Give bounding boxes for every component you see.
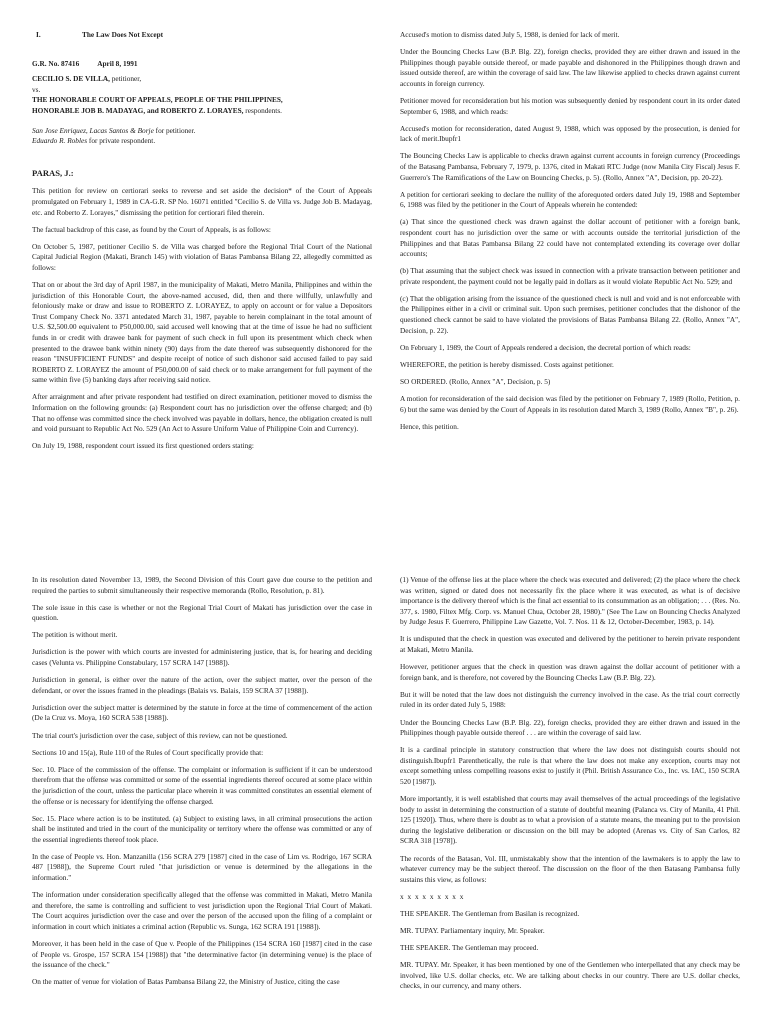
paragraph: A petition for certiorari seeking to declare the nullity of the aforequoted orders dated July 19, 1988 and September 6, 1988 was filed by the petitioner in the Court of Appeals wherein he contended:	[400, 189, 740, 210]
paragraph: The records of the Batasan, Vol. III, unmistakably show that the intention of the lawmakers is to apply the law to whatever currency may be the subject thereof. The discussion on the floor of the then Batasang Pambansa fully sustains this view, as follows:	[400, 853, 740, 884]
paragraph: However, petitioner argues that the check in question was drawn against the dollar account of petitioner with a foreign bank, and is therefore, not covered by the Bouncing Checks Law (B.P. Blg. 22).	[400, 662, 740, 682]
section-number: I.	[36, 30, 41, 39]
petitioner-line	[32, 74, 372, 85]
paragraph: Jurisdiction over the subject matter is determined by the statute in force at the time of commencement of the action (De la Cruz vs. Moya, 160 SCRA 538 [1988]).	[32, 702, 372, 723]
paragraph: That on or about the 3rd day of April 1987, in the municipality of Makati, Metro Manila, Philippines and within the jurisdiction of this Honorable Court, the above-named accused, did, then and there willfully, unlawfully and feloniously make or draw and issue to ROBERTO Z. LORAYEZ, to apply on account or for value a Depositors Trust Company Check No. 3371 antedated March 31, 1987, payable to herein complainant in the total amount of U.S. $2,500.00 equivalent to P50,000.00, said accused well knowing that at the time of issue he had no sufficient funds in or credit with drawee bank for payment of such check in full upon its presentment which check when presented to the drawee bank within ninety (90) days from the date thereof was subsequently dishonored for the reason "INSUFFICIENT FUNDS" and despite receipt of notice of such dishonor said accused failed to pay said ROBERTO Z. LORAYEZ the amount of P50,000.00 of said check or to make arrangement for full payment of the same within five (5) banking days after receiving said notice.	[32, 280, 372, 385]
respondent-names: HONORABLE JOB B. MADAYAG, and ROBERTO Z. LORAYES,	[32, 105, 244, 115]
paragraph: A motion for reconsideration of the said decision was filed by the petitioner on February 7, 1989 (Rollo, Petition, p. 6) but the same was denied by the Court of Appeals in its resolution dated March 3, 1989 (Rollo, Annex "B", p. 26).	[400, 394, 740, 414]
paragraph: Sections 10 and 15(a), Rule 110 of the Rules of Court specifically provide that:	[32, 747, 264, 757]
paragraph: But it will be noted that the law does not distinguish the currency involved in the case. As the trial court correctly ruled in its order dated July 5, 1988:	[400, 689, 740, 710]
paragraph: MR. TUPAY. Parliamentary inquiry, Mr. Speaker.	[400, 926, 545, 936]
case-caption	[32, 74, 372, 116]
paragraph: Sec. 10. Place of the commission of the offense. The complaint or information is sufficient if it can be understood therefrom that the offense was committed or some of the essential ingredients thereof occured at some place within the jurisdiction of the court, unless the particular place wherein it was committed constitutes an essential element of the offense or is necessary for identifying the offense charged.	[32, 764, 372, 806]
paragraph: On February 1, 1989, the Court of Appeals rendered a decision, the decretal portion of which reads:	[400, 342, 691, 352]
paragraph: THE SPEAKER. The Gentleman may proceed.	[400, 943, 539, 953]
paragraph: Hence, this petition.	[400, 421, 459, 431]
paragraph: Petitioner moved for reconsideration but his motion was subsequently denied by respondent court in its order dated September 6, 1988, and which reads:	[400, 95, 740, 116]
paragraph: WHEREFORE, the petition is hereby dismissed. Costs against petitioner.	[400, 359, 614, 369]
paragraph: (b) That assuming that the subject check was issued in connection with a private transaction between petitioner and private respondent, the payment could not be legally paid in dollars as it would violate Republic Act No. 529; and	[400, 266, 740, 286]
gr-number: G.R. No. 87416	[32, 58, 80, 68]
paragraph: The sole issue in this case is whether or not the Regional Trial Court of Makati has jurisdiction over the case in question.	[32, 602, 372, 623]
petitioner-role: petitioner,	[109, 74, 142, 84]
case-number-line	[32, 59, 372, 70]
respondent-line-2	[32, 106, 372, 117]
paragraph: Jurisdiction in general, is either over the nature of the action, over the subject matter, over the person of the defendant, or over the issues framed in the pleadings (Balais vs. Balais, 159 SCRA 37 [1988]).	[32, 675, 372, 695]
paragraph: After arraignment and after private respondent had testified on direct examination, petitioner moved to dismiss the Information on the following grounds: (a) Respondent court has no jurisdiction over the offense charged; and (b) That no offense was committed since the check involved was payable in dollars, hence, the obligation created is null and void pursuant to Republic Act No. 529 (An Act to Assure Uniform Value of Philippine Coin and Currency).	[32, 392, 372, 434]
petitioner-name: CECILIO S. DE VILLA,	[32, 74, 110, 84]
decision-date: April 8, 1991	[97, 58, 138, 68]
paragraph: More importantly, it is well established that courts may avail themselves of the actual proceedings of the legislative body to assist in determining the construction of a statute of doubtful meaning (Palanca vs. City of Manila, 41 Phil. 125 [1920]). Thus, where there is doubt as to what a provision of a statute means, the meaning put to the provision during the legislative deliberation or discussion on the bill may be adopted (Arenas vs. City of San Carlos, 82 SCRA 318 [1978]).	[400, 794, 740, 846]
section-heading	[32, 30, 372, 41]
paragraph: The Bouncing Checks Law is applicable to checks drawn against current accounts in foreign currency (Proceedings of the Batasang Pambansa, February 7, 1979, p. 1376, cited in Makati RTC Judge (now Manila City Fiscal) Jesus F. Guerrero's The Ramifications of the Law on Bouncing Checks, p. 5). (Rollo, Annex "A", Decision, pp. 20-22).	[400, 151, 740, 182]
paragraph: Accused's motion to dismiss dated July 5, 1988, is denied for lack of merit.	[400, 30, 620, 39]
paragraph: This petition for review on certiorari seeks to reverse and set aside the decision* of the Court of Appeals promulgated on February 1, 1989 in CA-G.R. SP No. 16071 entitled "Cecilio S. de Villa vs. Judge Job B. Madayag, etc. and Roberto Z. Lorayes," dismissing the petition for certiorari filed therein.	[32, 186, 372, 217]
paragraph: In the case of People vs. Hon. Manzanilla (156 SCRA 279 [1987] cited in the case of Lim vs. Rodrigo, 167 SCRA 487 [1988]), the Supreme Court ruled "that jurisdiction or venue is determined by the allegations in the information."	[32, 851, 372, 883]
paragraph: Under the Bouncing Checks Law (B.P. Blg. 22), foreign checks, provided they are either drawn and issued in the Philippines though payable outside thereof, or made payable and dishonored in the Philippines though drawn and issued outside thereof, are within the coverage of said law. The law likewise applied to checks drawn against current accounts in foreign currency.	[400, 47, 740, 88]
paragraph: SO ORDERED. (Rollo, Annex "A", Decision, p. 5)	[400, 376, 551, 386]
counsel-petitioner: San Jose Enriquez, Lacas Santos & Borje for petitioner.	[32, 125, 196, 135]
paragraph: Jurisdiction is the power with which courts are invested for administering justice, that is, for hearing and deciding cases (Velunta vs. Philippine Constabulary, 157 SCRA 147 [1988]).	[32, 647, 372, 668]
paragraph: The petition is without merit.	[32, 630, 118, 640]
column-bottom-right	[400, 575, 740, 1015]
column-top-left	[32, 30, 372, 538]
column-bottom-left	[32, 575, 372, 1015]
column-top-right	[400, 30, 740, 538]
counsel-block	[32, 126, 372, 147]
ponente: PARAS, J.:	[32, 167, 74, 178]
counsel-respondent: Eduardo R. Robles for private respondent.	[32, 136, 156, 146]
paragraph: (c) That the obligation arising from the issuance of the questioned check is null and void and is not enforceable with the Philippines either in a civil or criminal suit. Upon such premises, petitioner concludes that the dishonor of the questioned check cannot be said to have violated the provisions of Batas Pambansa Bilang 22. (Rollo, Annex "A", Decision, p. 22).	[400, 293, 740, 335]
section-title: The Law Does Not Except	[82, 30, 164, 39]
paragraph: (1) Venue of the offense lies at the place where the check was executed and delivered; (2) the place where the check was written, signed or dated does not necessarily fix the place where it was executed, as what is of decisive importance is the delivery thereof which is the final act essential to its consummation as an obligation; . . . (Res. No. 377, s. 1980, Filtex Mfg. Corp. vs. Manuel Chua, October 28, 1980)." (See The Law on Bouncing Checks Analyzed by Judge Jesus F. Guerrero, Philippine Law Gazette, Vol. 7. Nos. 11 & 12, October-December, 1983, p. 14).	[400, 575, 740, 627]
paragraph: It is a cardinal principle in statutory construction that where the law does not distinguish courts should not distinguish.Ibupfr1 Parenthetically, the rule is that where the law does not make any exception, courts may not except something unless compelling reasons exist to justify it (Phil. British Assurance Co., Inc. vs. IAC, 150 SCRA 520 [1987]).	[400, 745, 740, 786]
paragraph: THE SPEAKER. The Gentleman from Basilan is recognized.	[400, 908, 580, 918]
ellipsis-marker: x x x x x x x x x	[400, 891, 464, 901]
paragraph: On the matter of venue for violation of Batas Pambansa Bilang 22, the Ministry of Justice, citing the case	[32, 977, 340, 987]
paragraph: MR. TUPAY. Mr. Speaker, it has been mentioned by one of the Gentlemen who interpellated that any check may be involved, like U.S. dollar checks, etc. We are talking about checks in our country. There are U.S. dollar checks, checks, in our currency, and many others.	[400, 960, 740, 991]
paragraph: On July 19, 1988, respondent court issued its first questioned orders stating:	[32, 441, 254, 451]
paragraph: In its resolution dated November 13, 1989, the Second Division of this Court gave due course to the petition and required the parties to submit simultaneously their respective memoranda (Rollo, Resolution, p. 81).	[32, 575, 372, 595]
respondent-line-1: THE HONORABLE COURT OF APPEALS, PEOPLE OF THE PHILIPPINES,	[32, 95, 283, 105]
respondent-role: respondents.	[243, 105, 282, 115]
paragraph: The factual backdrop of this case, as found by the Court of Appeals, is as follows:	[32, 224, 271, 234]
paragraph: Moreover, it has been held in the case of Que v. People of the Philippines (154 SCRA 160 [1987] cited in the case of People vs. Grospe, 157 SCRA 154 [1988]) that "the determinative factor (in determining venue) is the place of the issuance of the check."	[32, 939, 372, 970]
paragraph: Sec. 15. Place where action is to be instituted. (a) Subject to existing laws, in all criminal prosecutions the action shall be instituted and tried in the court of the municipality or territory where the offense was committed or any of the essential ingredients thereof took place.	[32, 813, 372, 844]
paragraph: Accused's motion for reconsideration, dated August 9, 1988, which was opposed by the prosecution, is denied for lack of merit.Ibupfr1	[400, 123, 740, 144]
paragraph: The trial court's jurisdiction over the case, subject of this review, can not be questioned.	[32, 730, 288, 740]
paragraph: (a) That since the questioned check was drawn against the dollar account of petitioner with a foreign bank, respondent court has no jurisdiction over the same or with accounts outside the territorial jurisdiction of the Philippines and that Batas Pambansa Bilang 22 could have not contemplated extending its coverage over dollar accounts;	[400, 217, 740, 259]
paragraph: The information under consideration specifically alleged that the offense was committed in Makati, Metro Manila and therefore, the same is controlling and sufficient to vest jurisdiction upon the Regional Trial Court of Makati. The Court acquires jurisdiction over the case and over the person of the accused upon the filing of a complaint or information in court which initiates a criminal action (Republic vs. Sunga, 162 SCRA 191 [1988]).	[32, 890, 372, 931]
paragraph: On October 5, 1987, petitioner Cecilio S. de Villa was charged before the Regional Trial Court of the National Capital Judicial Region (Makati, Branch 145) with violation of Batas Pambansa Bilang 22, allegedly committed as follows:	[32, 241, 372, 272]
paragraph: It is undisputed that the check in question was executed and delivered by the petitioner to herein private respondent at Makati, Metro Manila.	[400, 634, 740, 655]
versus: vs.	[32, 84, 41, 94]
paragraph: Under the Bouncing Checks Law (B.P. Blg. 22), foreign checks, provided they are either drawn and issued in the Philippines though payable outside thereof . . . are within the coverage of said law.	[400, 717, 740, 738]
